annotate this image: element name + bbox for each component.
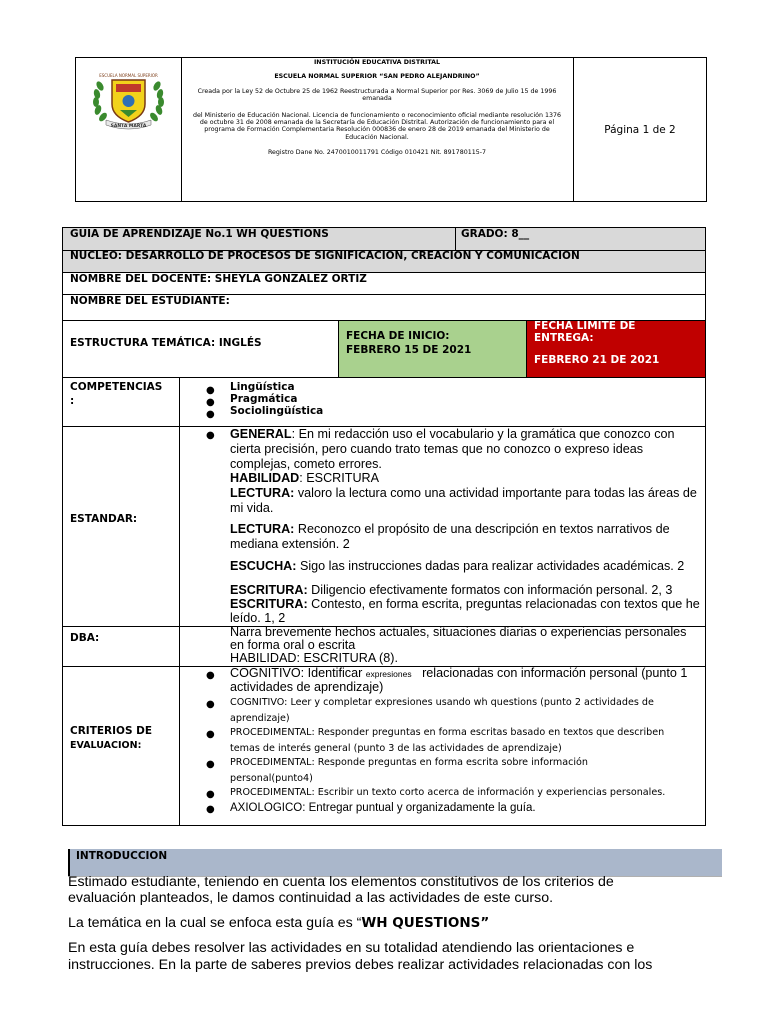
page-number: Página 1 de 2 bbox=[604, 123, 676, 136]
institution-info bbox=[181, 58, 574, 201]
dba-habilidad: HABILIDAD: ESCRITURA (8). bbox=[230, 651, 398, 665]
guide-title: GUIA DE APRENDIZAJE No.1 WH QUESTIONS bbox=[70, 228, 329, 240]
competencias-label: COMPETENCIAS bbox=[70, 381, 163, 393]
bullet-icon: ● bbox=[206, 699, 215, 710]
intro-paragraph-3: En esta guía debes resolver las actividades en su totalidad atendiendo las orientaciones e bbox=[68, 940, 635, 956]
competencia-item: Pragmática bbox=[230, 393, 298, 405]
structure-row bbox=[62, 320, 706, 378]
start-date-label: FECHA DE INICIO: bbox=[346, 330, 450, 342]
criterion-cognitive-1: COGNITIVO: Identificar expresiones relacionadas con información personal (punto 1 bbox=[230, 666, 688, 680]
criterion-procedural-2: PROCEDIMENTAL: Responde preguntas en forma escrita sobre información bbox=[230, 757, 589, 768]
start-date: FEBRERO 15 DE 2021 bbox=[346, 344, 472, 356]
nucleo-row bbox=[62, 250, 706, 273]
standard-habilidad: HABILIDAD: ESCRITURA bbox=[230, 471, 380, 485]
due-date: FEBRERO 21 DE 2021 bbox=[534, 354, 660, 366]
standard-escritura-1: ESCRITURA: Diligencio efectivamente formatos con información personal. 2, 3 bbox=[230, 583, 673, 597]
nucleo-label: NUCLEO: DESARROLLO DE PROCESOS DE SIGNIFICACION, CREACION Y COMUNICACION bbox=[70, 250, 580, 262]
intro-heading: INTRODUCCION bbox=[76, 850, 168, 862]
standard-general-line: complejas, cometo errores. bbox=[230, 457, 382, 471]
due-date-cell bbox=[527, 321, 705, 377]
criterion-procedural-1: PROCEDIMENTAL: Responder preguntas en forma escritas basado en textos que describen bbox=[230, 727, 665, 738]
institution-name: INSTITUCIÓN EDUCATIVA DISTRITAL bbox=[313, 59, 441, 66]
intro-paragraph-1-line: evaluación planteados, le damos continuidad a las actividades de este curso. bbox=[68, 890, 554, 906]
dba-row bbox=[62, 626, 706, 667]
due-date-label-2: ENTREGA: bbox=[534, 332, 594, 344]
start-date-cell bbox=[339, 321, 526, 377]
bullet-icon: ● bbox=[206, 397, 215, 408]
teacher-name: NOMBRE DEL DOCENTE: SHEYLA GONZALEZ ORTIZ bbox=[70, 273, 367, 285]
standard-lectura-2: LECTURA: Reconozco el propósito de una descripción en textos narrativos de bbox=[230, 522, 670, 536]
criterios-label: CRITERIOS DE bbox=[70, 725, 153, 737]
criterios-label-2: EVALUACION: bbox=[70, 740, 142, 751]
competencias-colon: : bbox=[70, 395, 75, 407]
standard-general: GENERAL: En mi redacción uso el vocabulario y la gramática que conozco con bbox=[230, 427, 675, 441]
intro-heading-bar bbox=[68, 849, 722, 876]
creation-note: Creada por la Ley 52 de Octubre 25 de 1962 Reestructurada a Normal Superior por Res. 3069 de Julio 15 de 1996 emanada bbox=[197, 87, 557, 103]
criterion-cognitive-2: COGNITIVO: Leer y completar expresiones usando wh questions (punto 2 actividades de bbox=[230, 697, 654, 708]
standard-lectura-1-line: mi vida. bbox=[230, 501, 274, 515]
due-date-label-1: FECHA LIMITE DE bbox=[534, 320, 636, 332]
criterios-row bbox=[62, 666, 706, 826]
criterion-axiological: AXIOLOGICO: Entregar puntual y organizadamente la guía. bbox=[230, 802, 536, 814]
criterion-procedural-1-line: temas de interés general (punto 3 de las actividades de aprendizaje) bbox=[230, 743, 562, 754]
bullet-icon: ● bbox=[206, 759, 215, 770]
bullet-icon: ● bbox=[206, 385, 215, 396]
intro-paragraph-3-line: instrucciones. En la parte de saberes previos debes realizar actividades relacionadas con los bbox=[68, 957, 653, 973]
competencias-row bbox=[62, 377, 706, 427]
logo-cell bbox=[76, 58, 182, 201]
criterion-cognitive-1-line: actividades de aprendizaje) bbox=[230, 680, 384, 694]
student-row bbox=[62, 294, 706, 321]
school-logo bbox=[76, 58, 181, 201]
bullet-icon: ● bbox=[206, 729, 215, 740]
guide-title-row bbox=[62, 227, 706, 251]
estandar-row bbox=[62, 426, 706, 627]
standard-escritura-2-line: leído. 1, 2 bbox=[230, 611, 286, 625]
competencia-item: Sociolingüística bbox=[230, 405, 324, 417]
bullet-icon: ● bbox=[206, 789, 215, 800]
intro-paragraph-1: Estimado estudiante, teniendo en cuenta los elementos constitutivos de los criterios de bbox=[68, 874, 614, 890]
dba-label: DBA: bbox=[70, 632, 100, 644]
standard-escucha: ESCUCHA: Sigo las instrucciones dadas para realizar actividades académicas. 2 bbox=[230, 559, 685, 573]
structure-label: ESTRUCTURA TEMÁTICA: INGLÉS bbox=[70, 337, 262, 349]
criterion-cognitive-2-line: aprendizaje) bbox=[230, 713, 290, 724]
bullet-icon: ● bbox=[206, 670, 215, 681]
standard-lectura-2-line: mediana extensión. 2 bbox=[230, 537, 350, 551]
logo-text-bottom: SANTA MARTA bbox=[110, 124, 147, 129]
grade-label: GRADO: 8__ bbox=[461, 228, 530, 240]
registry-note: Registro Dane No. 2470010011791 Código 010421 Nit. 891780115-7 bbox=[267, 149, 487, 157]
standard-lectura-1: LECTURA: valoro la lectura como una actividad importante para todas las áreas de bbox=[230, 486, 697, 500]
logo-text-top: ESCUELA NORMAL SUPERIOR bbox=[99, 73, 158, 78]
document-header bbox=[75, 57, 707, 202]
criterion-procedural-3: PROCEDIMENTAL: Escribir un texto corto acerca de información y experiencias personales. bbox=[230, 787, 666, 798]
estandar-label: ESTANDAR: bbox=[70, 513, 138, 525]
standard-general-line: cierta precisión, pero cuando trato temas que no conozco o expreso ideas bbox=[230, 442, 644, 456]
competencia-item: Lingüística bbox=[230, 381, 295, 393]
standard-escritura-2: ESCRITURA: Contesto, en forma escrita, preguntas relacionadas con textos que he bbox=[230, 597, 700, 611]
ministry-note: del Ministerio de Educación Nacional. Licencia de funcionamiento o reconocimiento oficial mediante resolución 1376 de octubre 31 de 2008 emanada de la Secretaría de Educación Distrital. Autorización de funcionamiento para el programa de Formación Complementaria Resolución 000836 de enero 28 de 2019 emanada del Ministerio de Educación Nacional. bbox=[192, 111, 561, 141]
school-name: ESCUELA NORMAL SUPERIOR “SAN PEDRO ALEJANDRINO” bbox=[274, 73, 480, 81]
criterion-procedural-2-line: personal(punto4) bbox=[230, 773, 313, 784]
bullet-icon: ● bbox=[206, 804, 215, 815]
bullet-icon: ● bbox=[206, 409, 215, 420]
student-name-label: NOMBRE DEL ESTUDIANTE: bbox=[70, 295, 230, 307]
teacher-row bbox=[62, 272, 706, 295]
dba-line: Narra brevemente hechos actuales, situaciones diarias o experiencias personales bbox=[230, 625, 687, 639]
bullet-icon: ● bbox=[206, 430, 215, 441]
intro-paragraph-2: La temática en la cual se enfoca esta guía es “WH QUESTIONS” bbox=[68, 915, 490, 931]
dba-line: en forma oral o escrita bbox=[230, 638, 356, 652]
